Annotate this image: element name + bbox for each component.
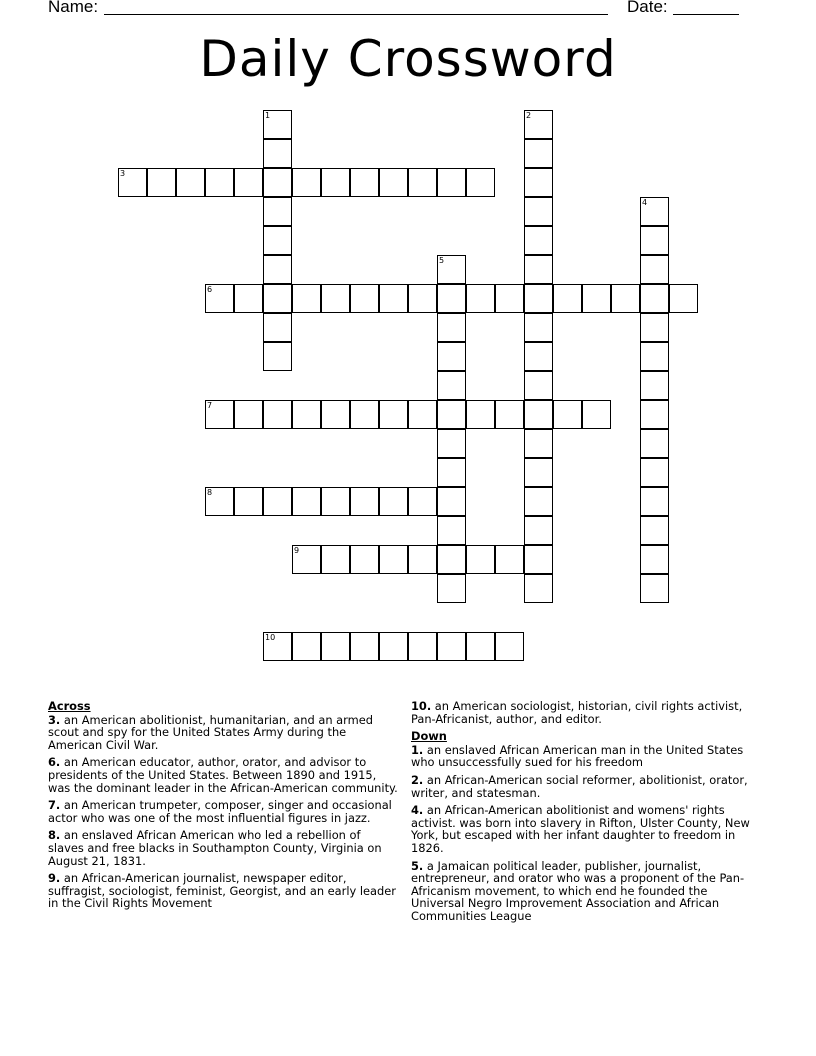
clue-number-label: 6 bbox=[207, 285, 213, 294]
crossword-cell[interactable] bbox=[582, 400, 611, 429]
crossword-cell[interactable] bbox=[640, 284, 669, 313]
down-clue-list bbox=[411, 744, 756, 923]
clue-number-label: 8 bbox=[207, 488, 213, 497]
clue-number-label: 7 bbox=[207, 401, 213, 410]
crossword-cell[interactable] bbox=[640, 574, 669, 603]
crossword-cell[interactable] bbox=[640, 545, 669, 574]
crossword-cell[interactable] bbox=[640, 197, 669, 226]
crossword-cell[interactable] bbox=[379, 284, 408, 313]
crossword-cell[interactable] bbox=[292, 168, 321, 197]
crossword-cell[interactable] bbox=[640, 458, 669, 487]
crossword-cell[interactable] bbox=[350, 487, 379, 516]
date-label: Date: bbox=[627, 0, 668, 16]
down-clue-number: 4. bbox=[411, 803, 424, 818]
crossword-cell[interactable] bbox=[408, 284, 437, 313]
crossword-cell[interactable] bbox=[263, 139, 292, 168]
crossword-cell[interactable] bbox=[524, 371, 553, 400]
across-clue bbox=[48, 872, 398, 910]
across-clue-text: an enslaved African American who led a rebellion of slaves and free blacks in Southampton County, Virginia on August 21, 1831. bbox=[48, 828, 382, 868]
across-clue-text: an American trumpeter, composer, singer and occasional actor who was one of the most influential figures in jazz. bbox=[48, 798, 392, 825]
crossword-cell[interactable] bbox=[263, 400, 292, 429]
clue-number-label: 3 bbox=[120, 169, 126, 178]
crossword-cell[interactable] bbox=[321, 168, 350, 197]
across-clue-number: 9. bbox=[48, 871, 61, 886]
crossword-cell[interactable] bbox=[524, 342, 553, 371]
across-clue bbox=[48, 756, 398, 794]
clues-right-column bbox=[411, 700, 756, 928]
crossword-cell[interactable] bbox=[553, 400, 582, 429]
crossword-cell[interactable] bbox=[408, 168, 437, 197]
crossword-cell[interactable] bbox=[553, 284, 582, 313]
crossword-cell[interactable] bbox=[437, 516, 466, 545]
crossword-cell[interactable] bbox=[321, 487, 350, 516]
crossword-cell[interactable] bbox=[640, 342, 669, 371]
crossword-cell[interactable] bbox=[437, 458, 466, 487]
clues-left-column bbox=[48, 700, 398, 915]
crossword-cell[interactable] bbox=[263, 284, 292, 313]
crossword-cell[interactable] bbox=[640, 313, 669, 342]
crossword-cell[interactable] bbox=[408, 545, 437, 574]
crossword-cell[interactable] bbox=[350, 400, 379, 429]
crossword-cell[interactable] bbox=[524, 168, 553, 197]
crossword-cell[interactable] bbox=[205, 487, 234, 516]
crossword-cell[interactable] bbox=[292, 487, 321, 516]
crossword-cell[interactable] bbox=[437, 429, 466, 458]
crossword-cell[interactable] bbox=[292, 400, 321, 429]
name-label: Name: bbox=[48, 0, 99, 16]
across-clue bbox=[48, 714, 398, 752]
across-clue-number: 10. bbox=[411, 699, 432, 713]
crossword-cell[interactable] bbox=[640, 371, 669, 400]
crossword-cell[interactable] bbox=[321, 632, 350, 661]
down-heading: Down bbox=[411, 729, 447, 744]
crossword-cell[interactable] bbox=[640, 429, 669, 458]
page-title: Daily Crossword bbox=[199, 30, 617, 88]
crossword-cell[interactable] bbox=[321, 284, 350, 313]
down-clue bbox=[411, 774, 756, 799]
crossword-cell[interactable] bbox=[234, 400, 263, 429]
across-clue bbox=[411, 700, 756, 725]
crossword-cell[interactable] bbox=[379, 545, 408, 574]
crossword-cell[interactable] bbox=[524, 487, 553, 516]
clue-number-label: 10 bbox=[265, 633, 276, 642]
across-clue-text: an American sociologist, historian, civil rights activist, Pan-Africanist, author, and editor. bbox=[411, 699, 743, 726]
crossword-cell[interactable] bbox=[524, 545, 553, 574]
down-clue-text: a Jamaican political leader, publisher, journalist, entrepreneur, and orator who was a proponent of the Pan-Africanism movement, to which end he founded the Universal Negro Improvement Association and African Communities League bbox=[411, 858, 745, 923]
crossword-cell[interactable] bbox=[437, 342, 466, 371]
crossword-cell[interactable] bbox=[205, 400, 234, 429]
crossword-cell[interactable] bbox=[437, 255, 466, 284]
crossword-cell[interactable] bbox=[350, 545, 379, 574]
crossword-cell[interactable] bbox=[466, 400, 495, 429]
crossword-cell[interactable] bbox=[321, 545, 350, 574]
crossword-cell[interactable] bbox=[263, 168, 292, 197]
crossword-cell[interactable] bbox=[524, 255, 553, 284]
across-clue-text: an American abolitionist, humanitarian, and an armed scout and spy for the United States Army during the American Civil War. bbox=[48, 712, 373, 752]
crossword-cell[interactable] bbox=[524, 429, 553, 458]
across-heading: Across bbox=[48, 699, 91, 713]
crossword-cell[interactable] bbox=[524, 516, 553, 545]
crossword-cell[interactable] bbox=[524, 226, 553, 255]
crossword-cell[interactable] bbox=[263, 487, 292, 516]
crossword-cell[interactable] bbox=[408, 400, 437, 429]
across-clue-text: an American educator, author, orator, and advisor to presidents of the United States. Between 1890 and 1915, was the dominant leader in the African-American community. bbox=[48, 755, 398, 795]
crossword-cell[interactable] bbox=[524, 400, 553, 429]
crossword-cell[interactable] bbox=[350, 284, 379, 313]
crossword-cell[interactable] bbox=[350, 168, 379, 197]
crossword-cell[interactable] bbox=[524, 458, 553, 487]
crossword-cell[interactable] bbox=[437, 632, 466, 661]
crossword-cell[interactable] bbox=[640, 226, 669, 255]
crossword-cell[interactable] bbox=[263, 255, 292, 284]
crossword-cell[interactable] bbox=[437, 400, 466, 429]
crossword-cell[interactable] bbox=[437, 168, 466, 197]
crossword-cell[interactable] bbox=[640, 255, 669, 284]
crossword-cell[interactable] bbox=[292, 545, 321, 574]
crossword-cell[interactable] bbox=[234, 168, 263, 197]
crossword-cell[interactable] bbox=[118, 168, 147, 197]
crossword-cell[interactable] bbox=[524, 197, 553, 226]
across-clue bbox=[48, 829, 398, 867]
across-clue-text: an African-American journalist, newspaper editor, suffragist, sociologist, feminist, Georgist, and an early leader in the Civil Rights Movement bbox=[48, 871, 396, 911]
crossword-cell[interactable] bbox=[379, 632, 408, 661]
down-clue bbox=[411, 860, 756, 923]
crossword-cell[interactable] bbox=[466, 545, 495, 574]
crossword-cell[interactable] bbox=[611, 284, 640, 313]
crossword-cell[interactable] bbox=[263, 313, 292, 342]
across-clue-number: 3. bbox=[48, 712, 61, 727]
crossword-cell[interactable] bbox=[437, 313, 466, 342]
crossword-cell[interactable] bbox=[495, 545, 524, 574]
down-clue bbox=[411, 744, 756, 769]
crossword-cell[interactable] bbox=[640, 516, 669, 545]
crossword-cell[interactable] bbox=[437, 545, 466, 574]
down-clue-text: an enslaved African American man in the United States who unsuccessfully sued for his freedom bbox=[411, 742, 744, 770]
crossword-cell[interactable] bbox=[379, 400, 408, 429]
crossword-cell[interactable] bbox=[263, 342, 292, 371]
clue-number-label: 4 bbox=[642, 198, 648, 207]
down-clue-number: 1. bbox=[411, 742, 424, 757]
across-clue-list-continued bbox=[411, 700, 756, 725]
clue-number-label: 5 bbox=[439, 256, 445, 265]
clue-number-label: 9 bbox=[294, 546, 300, 555]
crossword-cell[interactable] bbox=[292, 284, 321, 313]
crossword-cell[interactable] bbox=[263, 110, 292, 139]
crossword-cell[interactable] bbox=[379, 487, 408, 516]
crossword-cell[interactable] bbox=[640, 400, 669, 429]
crossword-cell[interactable] bbox=[495, 400, 524, 429]
crossword-cell[interactable] bbox=[205, 168, 234, 197]
across-clue bbox=[48, 799, 398, 824]
crossword-cell[interactable] bbox=[437, 371, 466, 400]
crossword-cell[interactable] bbox=[437, 574, 466, 603]
down-clue-number: 2. bbox=[411, 772, 424, 787]
down-clue-text: an African-American social reformer, abolitionist, orator, writer, and statesman. bbox=[411, 772, 748, 800]
crossword-cell[interactable] bbox=[466, 632, 495, 661]
crossword-cell[interactable] bbox=[408, 632, 437, 661]
crossword-cell[interactable] bbox=[263, 197, 292, 226]
crossword-cell[interactable] bbox=[640, 487, 669, 516]
crossword-cell[interactable] bbox=[379, 168, 408, 197]
crossword-cell[interactable] bbox=[524, 139, 553, 168]
crossword-cell[interactable] bbox=[524, 574, 553, 603]
crossword-cell[interactable] bbox=[524, 313, 553, 342]
crossword-cell[interactable] bbox=[263, 632, 292, 661]
crossword-cell[interactable] bbox=[147, 168, 176, 197]
crossword-cell[interactable] bbox=[321, 400, 350, 429]
crossword-cell[interactable] bbox=[234, 284, 263, 313]
down-clue-text: an African-American abolitionist and womens' rights activist. was born into slavery in Rifton, Ulster County, New York, but escaped with her infant daughter to freedom in 1826. bbox=[411, 803, 750, 855]
across-clue-number: 8. bbox=[48, 828, 61, 843]
crossword-cell[interactable] bbox=[263, 226, 292, 255]
across-clue-list bbox=[48, 714, 398, 910]
crossword-cell[interactable] bbox=[205, 284, 234, 313]
crossword-cell[interactable] bbox=[408, 487, 437, 516]
crossword-cell[interactable] bbox=[466, 284, 495, 313]
crossword-cell[interactable] bbox=[582, 284, 611, 313]
crossword-cell[interactable] bbox=[437, 284, 466, 313]
crossword-cell[interactable] bbox=[495, 284, 524, 313]
crossword-cell[interactable] bbox=[466, 168, 495, 197]
crossword-cell[interactable] bbox=[669, 284, 698, 313]
crossword-cell[interactable] bbox=[437, 487, 466, 516]
clue-number-label: 2 bbox=[526, 111, 532, 120]
down-clue bbox=[411, 804, 756, 854]
across-clue-number: 7. bbox=[48, 798, 61, 813]
across-clue-number: 6. bbox=[48, 755, 61, 770]
crossword-cell[interactable] bbox=[234, 487, 263, 516]
crossword-cell[interactable] bbox=[350, 632, 379, 661]
crossword-cell[interactable] bbox=[524, 110, 553, 139]
crossword-cell[interactable] bbox=[524, 284, 553, 313]
crossword-cell[interactable] bbox=[292, 632, 321, 661]
down-clue-number: 5. bbox=[411, 858, 424, 873]
crossword-cell[interactable] bbox=[495, 632, 524, 661]
crossword-cell[interactable] bbox=[176, 168, 205, 197]
clue-number-label: 1 bbox=[265, 111, 271, 120]
